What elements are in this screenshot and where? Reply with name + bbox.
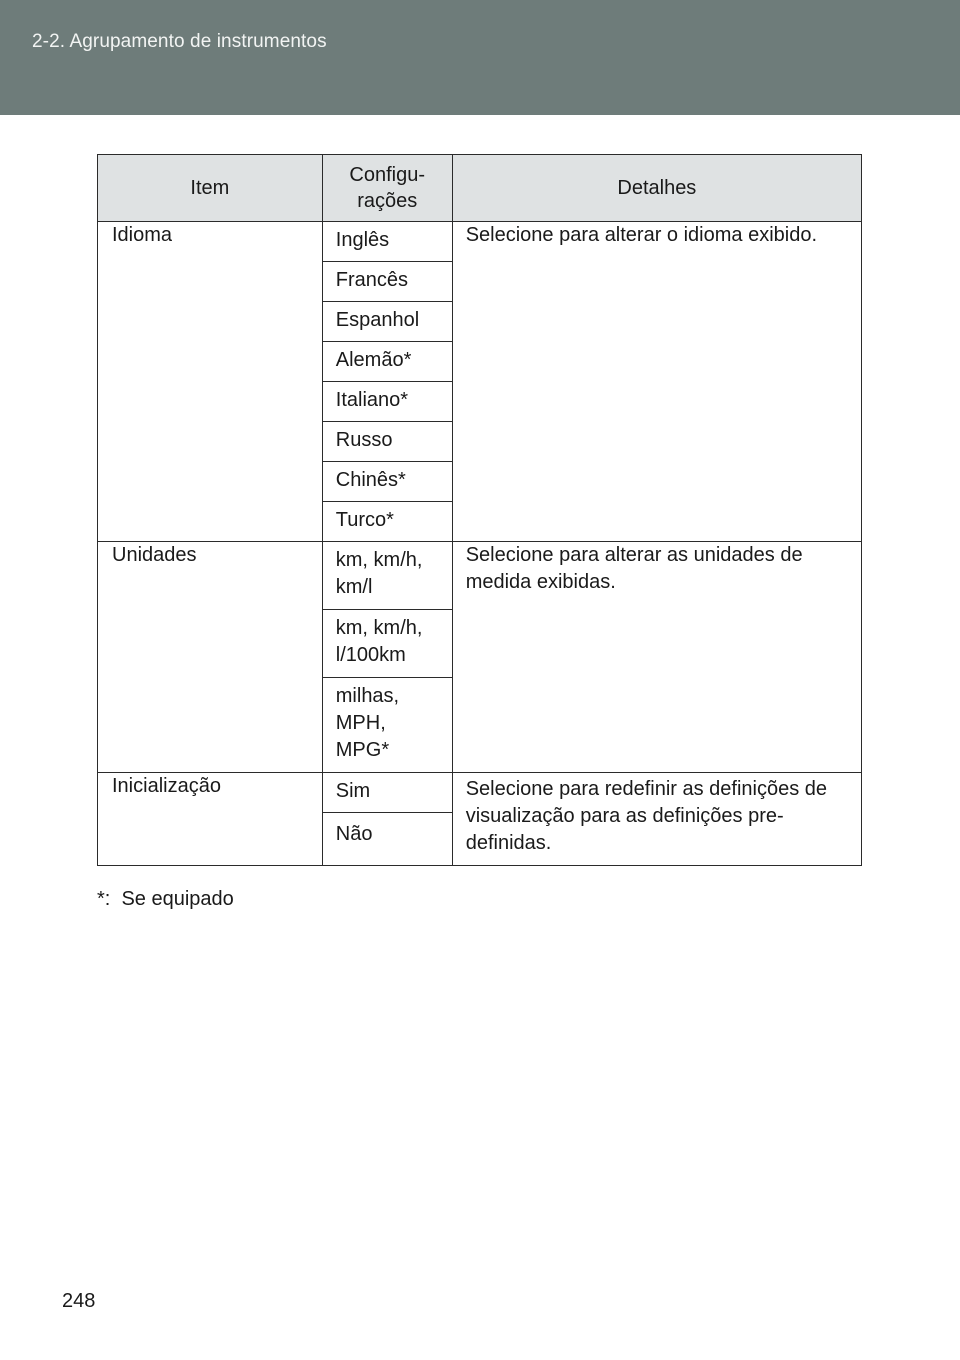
- option-cell: Alemão*: [322, 342, 452, 382]
- table-row: [98, 542, 862, 610]
- table-header-row: [98, 155, 862, 222]
- table-row: [98, 773, 862, 813]
- header-config: [322, 155, 452, 222]
- details-unidades: Selecione para alterar as unidades de medida exibidas.: [452, 542, 861, 773]
- details-inicializacao: Selecione para redefinir as definições de visualização para as definições pre-definidas.: [452, 773, 861, 866]
- option-cell: Francês: [322, 262, 452, 302]
- page-number: 248: [62, 1290, 96, 1312]
- option-cell: Espanhol: [322, 302, 452, 342]
- header-details: Detalhes: [452, 155, 861, 222]
- details-idioma: Selecione para alterar o idioma exibido.: [452, 222, 861, 542]
- option-cell: Não: [322, 813, 452, 866]
- table-row: [98, 222, 862, 262]
- option-cell: Chinês*: [322, 462, 452, 502]
- header-config-text: Configu- rações: [349, 164, 426, 212]
- item-idioma: Idioma: [98, 222, 323, 542]
- option-cell: Inglês: [322, 222, 452, 262]
- option-cell: km, km/h, km/l: [322, 542, 452, 610]
- option-cell: Turco*: [322, 502, 452, 542]
- option-cell: milhas, MPH, MPG*: [322, 678, 452, 773]
- settings-table: [97, 154, 862, 866]
- section-header-bar: [0, 0, 960, 115]
- footnote: *: Se equipado: [97, 888, 234, 910]
- option-cell: km, km/h, l/100km: [322, 610, 452, 678]
- option-cell: Italiano*: [322, 382, 452, 422]
- option-cell: Russo: [322, 422, 452, 462]
- option-cell: Sim: [322, 773, 452, 813]
- item-unidades: Unidades: [98, 542, 323, 773]
- item-inicializacao: Inicialização: [98, 773, 323, 866]
- header-item: Item: [98, 155, 323, 222]
- section-title: 2-2. Agrupamento de instrumentos: [32, 31, 327, 52]
